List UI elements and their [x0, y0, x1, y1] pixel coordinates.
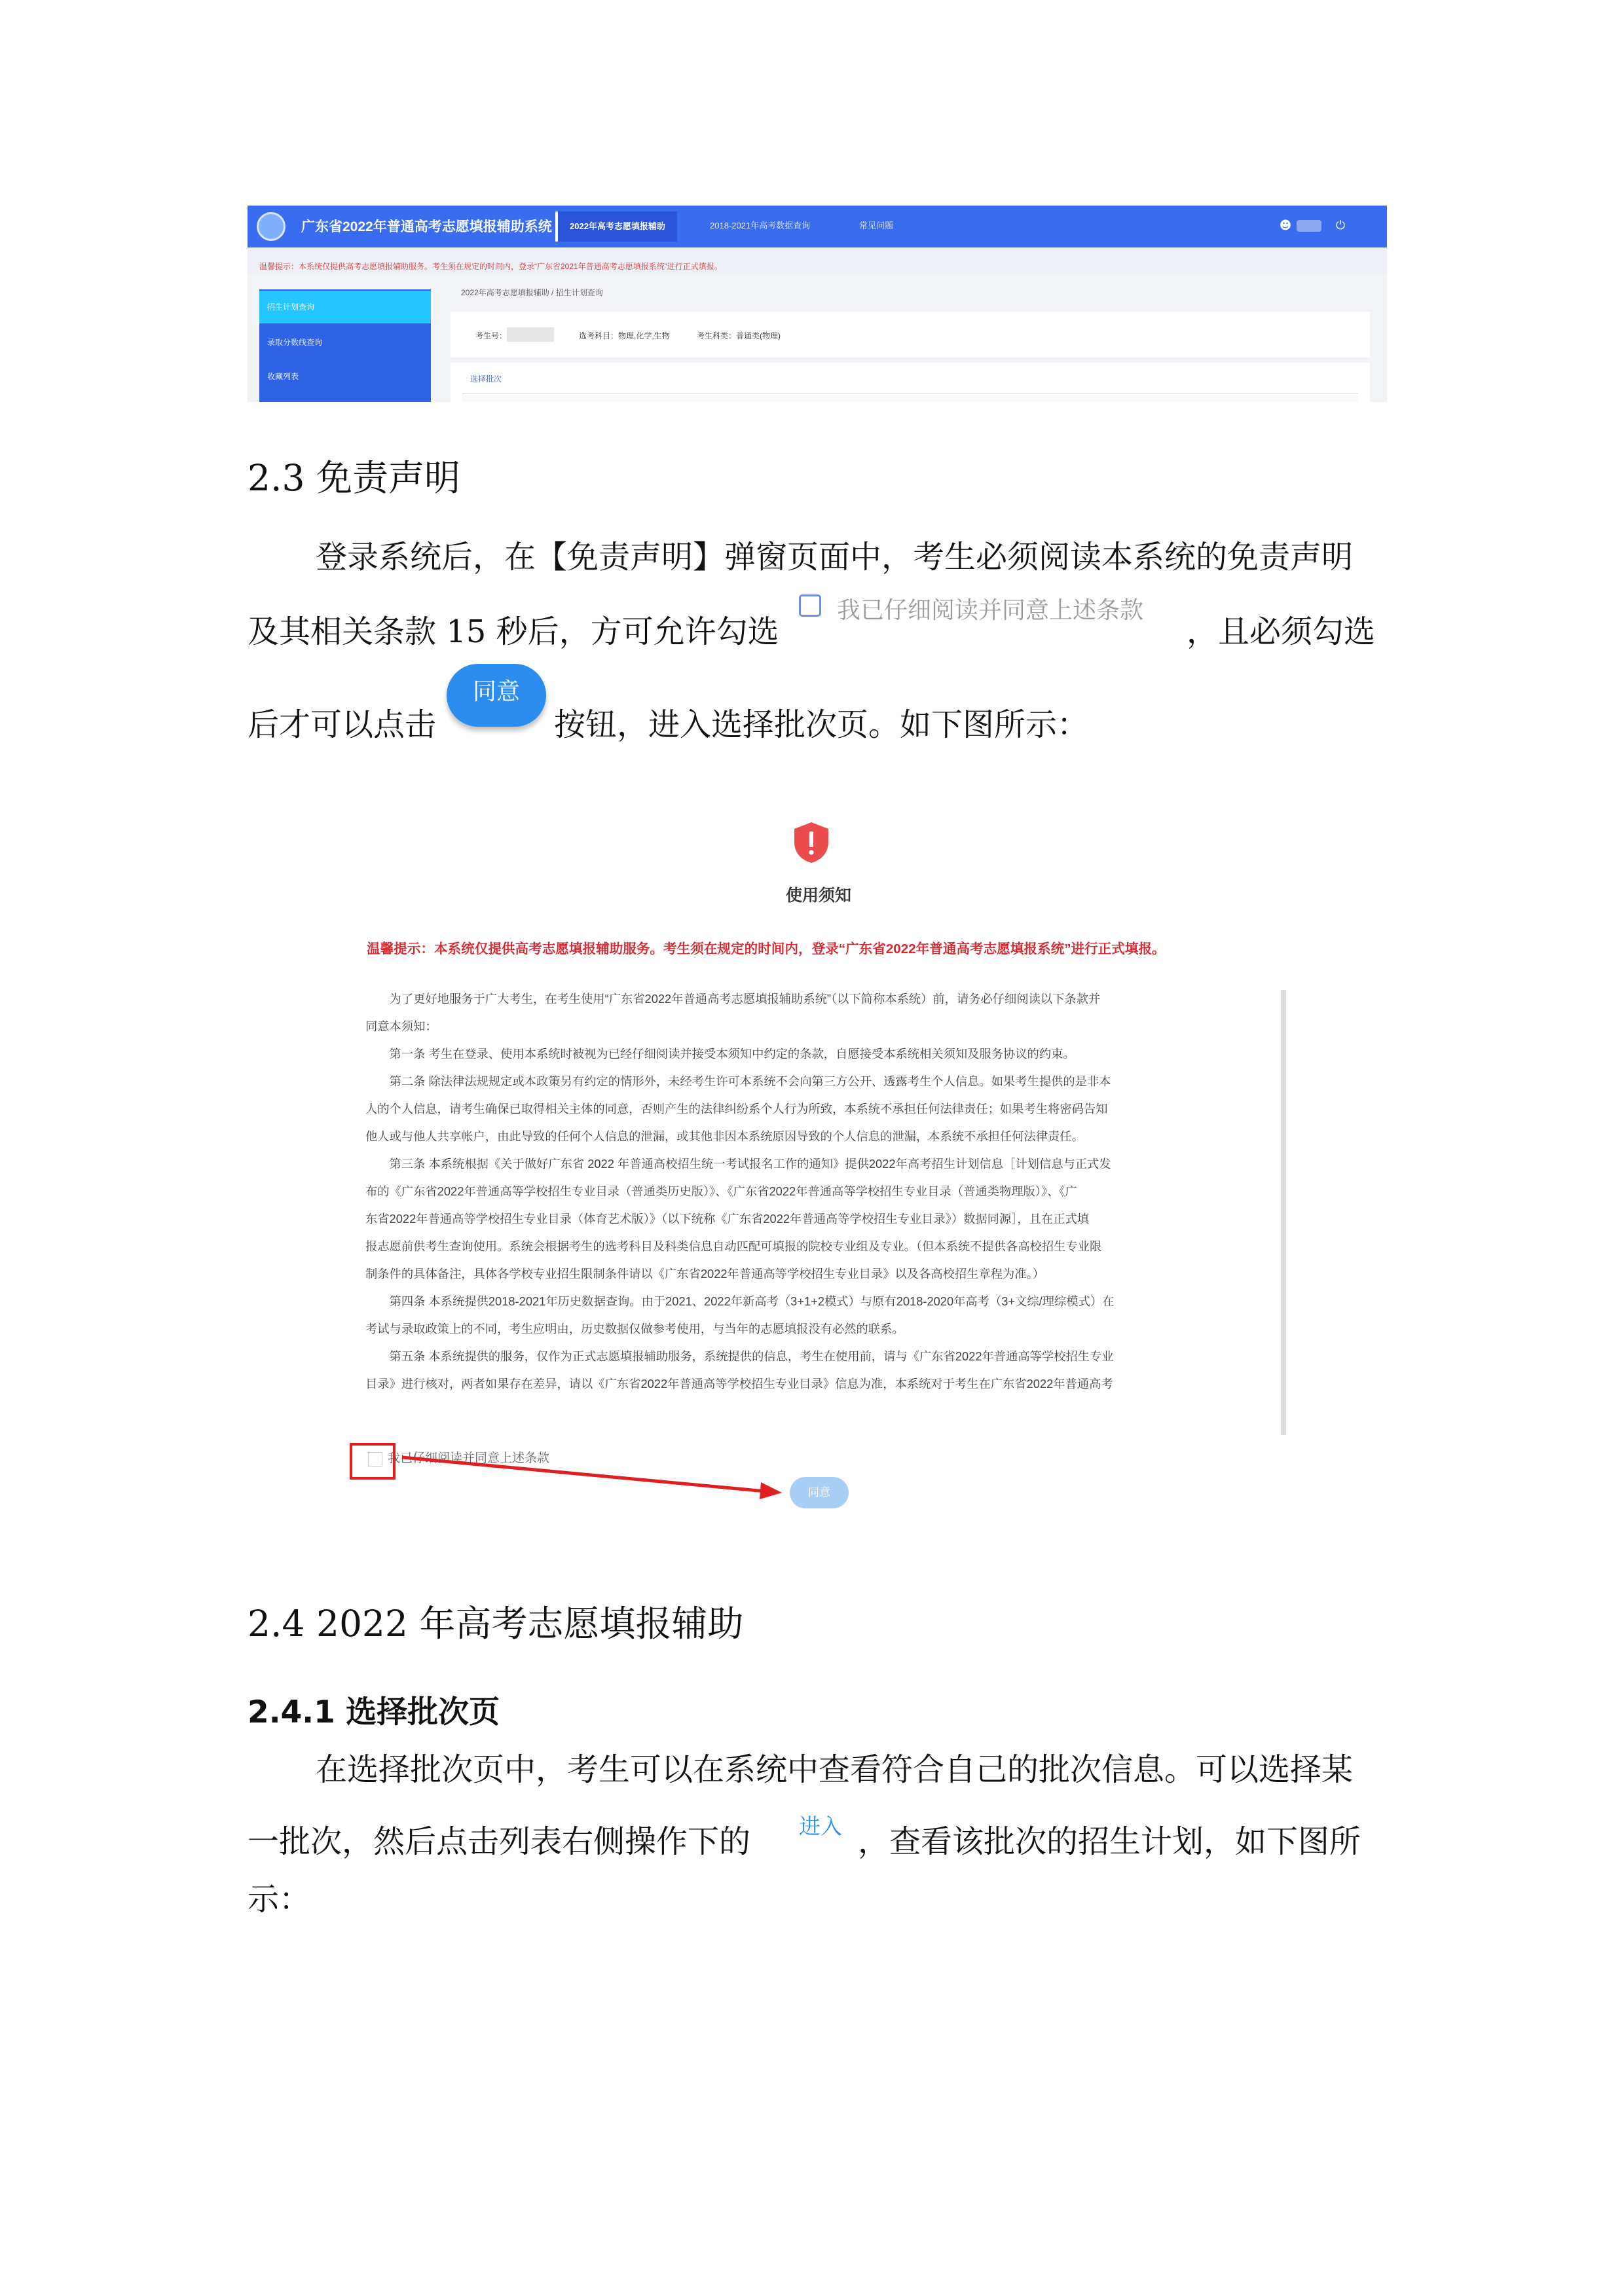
- terms-line: 目录》进行核对，两者如果存在差异，请以《广东省2022年普通高等学校招生专业目录》信息为准，本系统对于考生在广东省2022年普通高考: [365, 1377, 1113, 1391]
- sidebar-item-favorites[interactable]: 收藏列表: [267, 372, 299, 381]
- checkbox-icon: [799, 594, 821, 617]
- para-2-3-line2a: 及其相关条款 15 秒后，方可允许勾选: [248, 613, 779, 650]
- para-2-4-line2b: ，查看该批次的招生计划，如下图所: [858, 1823, 1361, 1860]
- batch-panel: [451, 363, 1370, 402]
- terms-line: 考试与录取政策上的不同，考生应明由，历史数据仅做参考使用，与当年的志愿填报没有必然的联系。: [365, 1322, 904, 1336]
- subjects-field: 选考科目：物理,化学,生物: [579, 331, 670, 340]
- notice-dialog-screenshot: [347, 799, 1290, 1519]
- terms-line: 第三条 本系统根据《关于做好广东省 2022 年普通高校招生统一考试报名工作的通知》提供2022年高考招生计划信息［计划信息与正式发: [365, 1157, 1111, 1171]
- sidebar-item-scores[interactable]: 录取分数线查询: [267, 338, 323, 347]
- sidebar: [259, 289, 431, 402]
- para-2-3-line1: 登录系统后，在【免责声明】弹窗页面中，考生必须阅读本系统的免责声明: [316, 539, 1354, 575]
- user-icon[interactable]: ☻: [1279, 219, 1292, 232]
- user-name-masked: [1297, 220, 1321, 232]
- app-header: [248, 206, 1387, 247]
- agree-button[interactable]: 同意: [790, 1477, 849, 1508]
- para-2-4-line3: 示：: [248, 1881, 311, 1918]
- sidebar-item-plan[interactable]: 招生计划查询: [259, 291, 431, 323]
- section-heading-2-3: 2.3 免责声明: [248, 457, 460, 499]
- app-logo: [257, 212, 286, 241]
- student-info-panel: [451, 312, 1370, 357]
- app-title: 广东省2022年普通高考志愿填报辅助系统: [301, 219, 552, 234]
- warning-shield-icon: [792, 821, 831, 864]
- agree-checkbox-image: [795, 588, 1179, 631]
- nav-tab-volunteer-assist[interactable]: 2022年高考志愿填报辅助: [555, 211, 677, 242]
- terms-line: 第五条 本系统提供的服务，仅作为正式志愿填报辅助服务，系统提供的信息，考生在使用前，请与《广东省2022年普通高等学校招生专业: [365, 1349, 1114, 1363]
- breadcrumb: 2022年高考志愿填报辅助 / 招生计划查询: [461, 288, 603, 297]
- nav-tab-faq[interactable]: 常见问题: [859, 221, 894, 230]
- system-tip: 温馨提示：本系统仅提供高考志愿填报辅助服务。考生须在规定的时间内，登录“广东省2021年普通高考志愿填报系统”进行正式填报。: [259, 262, 722, 271]
- agree-button-image: [447, 664, 546, 727]
- arrow-annotation: [399, 1453, 792, 1506]
- terms-line: 布的《广东省2022年普通高等学校招生专业目录（普通类历史版）》、《广东省2022年普通高等学校招生专业目录（普通类物理版）》、《广: [365, 1184, 1077, 1198]
- enter-link-image: [799, 1810, 851, 1842]
- terms-line: 报志愿前供考生查询使用。系统会根据考生的选考科目及科类信息自动匹配可填报的院校专业组及专业。（但本系统不提供各高校招生专业限: [365, 1239, 1102, 1253]
- terms-scrollbar[interactable]: [1281, 990, 1286, 1435]
- agree-checkbox-label: 我已仔细阅读并同意上述条款: [388, 1451, 550, 1465]
- dialog-tip: 温馨提示：本系统仅提供高考志愿填报辅助服务。考生须在规定的时间内，登录“广东省2022年普通高考志愿填报系统”进行正式填报。: [367, 941, 1166, 957]
- terms-line: 他人或与他人共享帐户，由此导致的任何个人信息的泄漏，或其他非因本系统原因导致的个人信息的泄漏，本系统不承担任何法律责任。: [365, 1129, 1084, 1143]
- enter-link-image-label: 进入: [799, 1813, 842, 1839]
- para-2-3-line3a: 后才可以点击: [248, 706, 437, 743]
- power-icon[interactable]: ⏻: [1335, 219, 1346, 232]
- terms-line: 第一条 考生在登录、使用本系统时被视为已经仔细阅读并接受本须知中约定的条款，自愿接受本系统相关须知及服务协议的约束。: [365, 1047, 1075, 1061]
- terms-line: 第二条 除法律法规规定或本政策另有约定的情形外，未经考生许可本系统不会向第三方公开、透露考生个人信息。如果考生提供的是非本: [365, 1074, 1111, 1088]
- nav-tab-history-data[interactable]: 2018-2021年高考数据查询: [710, 221, 811, 230]
- checkbox-image-label: 我已仔细阅读并同意上述条款: [837, 597, 1144, 624]
- terms-text: [365, 990, 1279, 1435]
- dialog-title: 使用须知: [785, 886, 851, 905]
- exam-number-label: 考生号：: [475, 331, 507, 340]
- table-header: [462, 393, 1358, 402]
- tab-select-batch[interactable]: 选择批次: [470, 374, 502, 384]
- para-2-4-line1: 在选择批次页中，考生可以在系统中查看符合自己的批次信息。可以选择某: [316, 1751, 1354, 1788]
- terms-line: 第四条 本系统提供2018-2021年历史数据查询。由于2021、2022年新高考（3+1+2模式）与原有2018-2020年高考（3+文综/理综模式）在: [365, 1294, 1115, 1308]
- subsection-heading-2-4-1: 2.4.1 选择批次页: [248, 1694, 500, 1730]
- system-screenshot: [248, 206, 1387, 402]
- category-field: 考生科类：普通类(物理): [697, 331, 781, 340]
- section-heading-2-4: 2.4 2022 年高考志愿填报辅助: [248, 1603, 744, 1645]
- para-2-4-line2a: 一批次，然后点击列表右侧操作下的: [248, 1823, 751, 1860]
- terms-line: 为了更好地服务于广大考生，在考生使用“广东省2022年普通高考志愿填报辅助系统”（以下简称本系统）前，请务必仔细阅读以下条款并: [365, 992, 1101, 1006]
- terms-line: 人的个人信息，请考生确保已取得相关主体的同意，否则产生的法律纠纷系个人行为所致，本系统不承担任何法律责任；如果考生将密码告知: [365, 1102, 1108, 1116]
- exam-number-masked: [507, 327, 554, 342]
- terms-line: 同意本须知：: [365, 1019, 437, 1033]
- agree-button-image-label: 同意: [472, 678, 520, 705]
- para-2-3-line2b: ，且必须勾选: [1187, 613, 1376, 650]
- para-2-3-line3b: 按钮，进入选择批次页。如下图所示：: [554, 706, 1089, 743]
- terms-line: 东省2022年普通高等学校招生专业目录（体育艺术版）》（以下统称《广东省2022年普通高等学校招生专业目录》）数据同源］，且在正式填: [365, 1212, 1090, 1226]
- terms-line: 制条件的具体备注，具体各学校专业招生限制条件请以《广东省2022年普通高等学校招生专业目录》以及各高校招生章程为准。）: [365, 1267, 1044, 1281]
